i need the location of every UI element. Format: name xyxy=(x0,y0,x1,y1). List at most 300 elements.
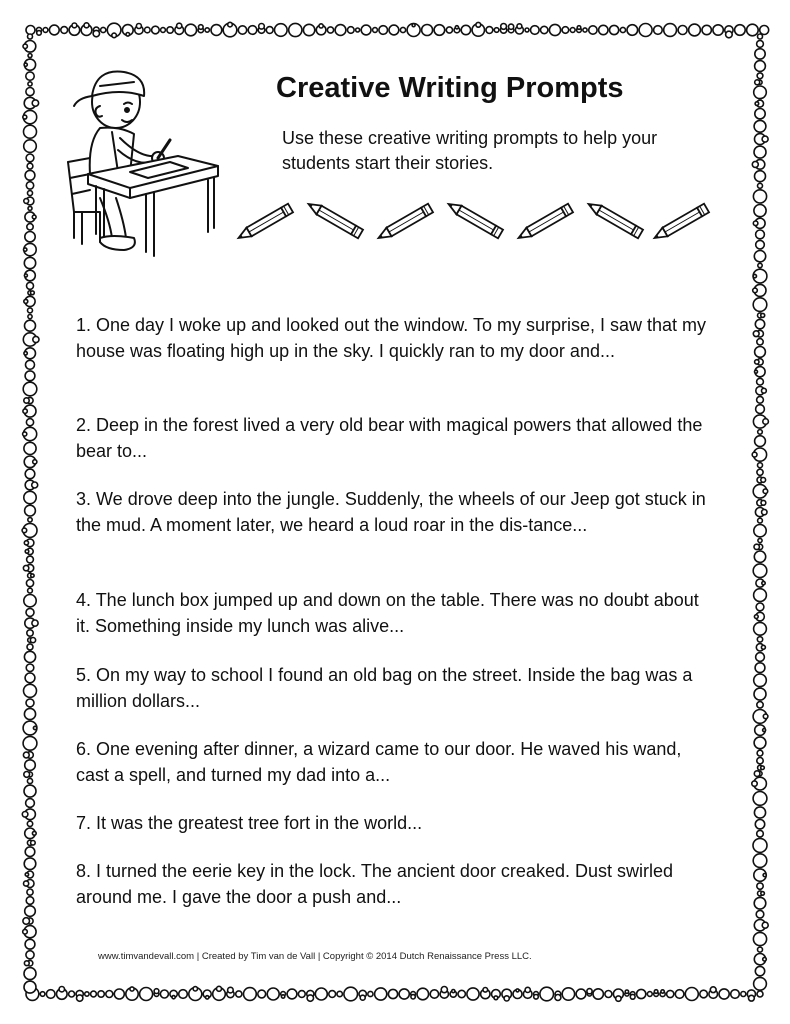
border-doodle xyxy=(455,26,458,29)
border-doodle xyxy=(356,28,360,32)
border-doodle xyxy=(757,883,763,889)
border-doodle xyxy=(757,41,764,48)
intro-text: Use these creative writing prompts to help your students start their stories. xyxy=(282,128,658,173)
border-doodle xyxy=(758,947,763,952)
border-doodle xyxy=(761,313,765,317)
border-doodle xyxy=(752,161,758,167)
border-doodle xyxy=(757,702,763,708)
border-doodle xyxy=(678,26,687,35)
border-doodle xyxy=(25,939,35,949)
border-doodle xyxy=(754,86,767,99)
border-doodle xyxy=(32,620,38,626)
border-doodle xyxy=(562,27,569,34)
border-doodle xyxy=(25,505,36,516)
border-doodle xyxy=(27,556,34,563)
border-doodle xyxy=(761,478,766,483)
border-doodle xyxy=(388,989,397,998)
border-doodle xyxy=(25,873,28,876)
border-doodle xyxy=(27,644,33,650)
border-doodle xyxy=(61,27,68,34)
border-doodle xyxy=(238,26,246,34)
border-doodle xyxy=(46,990,55,999)
border-doodle xyxy=(248,26,257,35)
border-doodle xyxy=(72,23,77,28)
border-doodle xyxy=(757,750,763,756)
border-doodle xyxy=(756,603,764,611)
border-doodle xyxy=(177,23,182,28)
border-doodle xyxy=(25,847,35,857)
border-doodle xyxy=(412,24,415,27)
border-doodle xyxy=(26,664,34,672)
border-doodle xyxy=(757,73,763,79)
border-doodle xyxy=(753,288,758,293)
border-doodle xyxy=(24,708,35,719)
border-doodle xyxy=(275,24,288,37)
border-doodle xyxy=(756,910,764,918)
border-doodle xyxy=(411,995,415,999)
border-doodle xyxy=(315,988,327,1000)
border-doodle xyxy=(24,651,35,662)
border-doodle xyxy=(379,26,388,35)
border-doodle xyxy=(23,115,27,119)
border-doodle xyxy=(755,347,766,358)
border-doodle xyxy=(26,897,34,905)
border-doodle xyxy=(27,282,34,289)
border-doodle xyxy=(486,27,493,34)
border-doodle xyxy=(756,230,765,239)
border-doodle xyxy=(400,27,405,32)
border-doodle xyxy=(476,22,481,27)
border-doodle xyxy=(654,26,663,35)
border-doodle xyxy=(758,430,763,435)
border-doodle xyxy=(28,308,33,313)
border-doodle xyxy=(93,30,99,36)
border-doodle xyxy=(40,992,45,997)
border-doodle xyxy=(26,360,35,369)
border-doodle xyxy=(25,320,36,331)
border-doodle xyxy=(754,897,766,909)
border-doodle xyxy=(24,772,30,778)
border-doodle xyxy=(217,986,222,991)
border-doodle xyxy=(755,49,765,59)
border-doodle xyxy=(700,990,708,998)
border-doodle xyxy=(755,360,759,364)
border-doodle xyxy=(754,674,767,687)
border-doodle xyxy=(755,966,764,975)
border-doodle xyxy=(193,987,197,991)
border-doodle xyxy=(758,518,763,523)
border-doodle xyxy=(754,977,767,990)
border-doodle xyxy=(267,988,279,1000)
border-doodle xyxy=(26,419,33,426)
border-doodle xyxy=(31,841,36,846)
border-doodle xyxy=(757,396,764,403)
border-doodle xyxy=(762,509,767,514)
border-doodle xyxy=(749,995,755,1001)
border-doodle xyxy=(754,771,760,777)
pencil-icon xyxy=(446,200,503,239)
border-doodle xyxy=(23,382,37,396)
border-doodle xyxy=(33,460,37,464)
border-doodle xyxy=(577,26,581,30)
border-doodle xyxy=(616,996,621,1001)
border-doodle xyxy=(741,992,746,997)
border-doodle xyxy=(27,630,33,636)
border-doodle xyxy=(757,378,764,385)
border-doodle xyxy=(25,371,35,381)
border-doodle xyxy=(661,990,664,993)
border-doodle xyxy=(236,991,242,997)
border-doodle xyxy=(161,28,166,33)
border-doodle xyxy=(735,25,746,36)
border-doodle xyxy=(753,854,767,868)
border-doodle xyxy=(763,957,767,961)
border-doodle xyxy=(205,28,209,32)
border-doodle xyxy=(172,996,175,999)
border-doodle xyxy=(32,831,36,835)
border-doodle xyxy=(531,26,540,35)
border-doodle xyxy=(605,991,612,998)
border-doodle xyxy=(702,25,711,34)
border-doodle xyxy=(24,125,37,138)
border-doodle xyxy=(43,28,48,33)
border-doodle xyxy=(22,528,27,533)
border-doodle xyxy=(755,109,765,119)
border-doodle xyxy=(59,987,64,992)
border-doodle xyxy=(24,257,35,268)
border-doodle xyxy=(753,190,766,203)
border-doodle xyxy=(755,171,766,182)
border-doodle xyxy=(28,191,33,196)
border-doodle xyxy=(24,595,36,607)
border-doodle xyxy=(145,27,151,33)
border-doodle xyxy=(30,638,35,643)
border-doodle xyxy=(31,574,34,577)
pencil-icon xyxy=(652,204,709,243)
border-doodle xyxy=(675,990,684,999)
border-doodle xyxy=(540,987,554,1001)
border-doodle xyxy=(23,736,37,750)
border-doodle xyxy=(452,990,455,993)
border-doodle xyxy=(763,729,766,732)
border-doodle xyxy=(639,24,652,37)
border-doodle xyxy=(757,758,763,764)
border-doodle xyxy=(28,34,33,39)
border-doodle xyxy=(24,352,27,355)
border-doodle xyxy=(461,25,470,34)
border-doodle xyxy=(112,33,117,38)
border-doodle xyxy=(25,906,36,917)
border-doodle xyxy=(228,22,233,27)
border-doodle xyxy=(26,608,34,616)
border-doodle xyxy=(24,199,29,204)
border-doodle xyxy=(758,538,762,542)
border-doodle xyxy=(757,830,764,837)
border-doodle xyxy=(763,874,766,877)
border-doodle xyxy=(24,140,37,153)
pencil-icon xyxy=(586,200,643,239)
border-doodle xyxy=(726,31,733,38)
border-doodle xyxy=(24,491,36,503)
border-doodle xyxy=(23,432,27,436)
border-doodle xyxy=(344,987,358,1001)
border-doodle xyxy=(27,778,32,783)
border-doodle xyxy=(754,615,758,619)
border-doodle xyxy=(589,26,597,34)
border-doodle xyxy=(758,463,763,468)
border-doodle xyxy=(211,25,222,36)
border-doodle xyxy=(754,205,766,217)
border-doodle xyxy=(130,987,134,991)
border-doodle xyxy=(281,995,284,998)
border-doodle xyxy=(754,544,759,549)
border-doodle xyxy=(28,588,33,593)
border-doodle xyxy=(576,989,586,999)
border-doodle xyxy=(525,987,530,992)
border-doodle xyxy=(27,163,33,169)
border-doodle xyxy=(26,580,33,587)
border-doodle xyxy=(755,61,766,72)
prompt-item: 6. One evening after dinner, a wizard came to our door. He waved his wand, cast a spell, and turned my dad into a... xyxy=(76,739,682,785)
border-doodle xyxy=(25,469,35,479)
border-doodle xyxy=(757,469,763,475)
border-doodle xyxy=(504,996,509,1001)
border-doodle xyxy=(755,663,765,673)
border-doodle xyxy=(719,989,729,999)
border-doodle xyxy=(23,44,27,48)
border-doodle xyxy=(28,54,32,58)
border-doodle xyxy=(756,405,765,414)
border-doodle xyxy=(26,951,34,959)
border-doodle xyxy=(26,182,33,189)
border-doodle xyxy=(754,251,765,262)
border-doodle xyxy=(494,28,499,33)
border-doodle xyxy=(541,26,548,33)
border-doodle xyxy=(303,24,314,35)
footer-credit: www.timvandevall.com | Created by Tim van de Vall | Copyright © 2014 Dutch Renaissance Press LLC. xyxy=(98,951,532,962)
border-doodle xyxy=(757,637,762,642)
border-doodle xyxy=(33,726,36,729)
page-title: Creative Writing Prompts xyxy=(276,72,624,104)
border-doodle xyxy=(106,991,113,998)
border-doodle xyxy=(32,215,36,219)
border-doodle xyxy=(298,991,305,998)
border-doodle xyxy=(24,299,28,303)
border-doodle xyxy=(28,206,32,210)
border-doodle xyxy=(758,34,763,39)
border-doodle xyxy=(368,991,373,996)
border-doodle xyxy=(84,23,89,28)
border-doodle xyxy=(755,319,764,328)
border-doodle xyxy=(37,31,42,36)
border-doodle xyxy=(755,820,764,829)
border-doodle xyxy=(753,564,767,578)
border-doodle xyxy=(25,673,35,683)
border-doodle xyxy=(22,812,28,818)
border-doodle xyxy=(389,25,399,35)
border-doodle xyxy=(375,988,387,1000)
border-doodle xyxy=(24,785,36,797)
border-doodle xyxy=(446,27,452,33)
border-doodle xyxy=(49,25,59,35)
border-doodle xyxy=(24,968,36,980)
border-doodle xyxy=(494,996,498,1000)
border-doodle xyxy=(483,988,488,993)
border-doodle xyxy=(24,274,27,277)
border-doodle xyxy=(755,102,759,106)
pencil-row xyxy=(232,198,722,244)
border-doodle xyxy=(761,766,765,770)
border-doodle xyxy=(417,988,429,1000)
border-doodle xyxy=(760,26,769,35)
border-doodle xyxy=(467,988,479,1000)
border-doodle xyxy=(763,489,768,494)
border-doodle xyxy=(327,27,333,33)
border-doodle xyxy=(26,88,34,96)
border-doodle xyxy=(28,315,32,319)
border-doodle xyxy=(501,24,507,30)
border-doodle xyxy=(24,961,29,966)
border-doodle xyxy=(244,988,257,1001)
border-doodle xyxy=(752,452,757,457)
border-doodle xyxy=(26,26,35,35)
border-doodle xyxy=(756,240,765,249)
border-doodle xyxy=(24,63,27,66)
border-doodle xyxy=(630,994,635,999)
border-doodle xyxy=(754,551,765,562)
border-doodle xyxy=(85,992,89,996)
border-doodle xyxy=(517,24,522,29)
border-doodle xyxy=(763,714,768,719)
border-doodle xyxy=(754,737,766,749)
border-doodle xyxy=(206,996,209,999)
border-doodle xyxy=(259,24,265,30)
border-doodle xyxy=(160,990,168,998)
border-doodle xyxy=(25,170,35,180)
border-doodle xyxy=(26,154,34,162)
child-writing-at-desk-icon xyxy=(60,62,226,258)
border-doodle xyxy=(754,622,767,635)
border-doodle xyxy=(549,24,560,35)
border-doodle xyxy=(710,987,716,993)
border-doodle xyxy=(758,183,763,188)
border-doodle xyxy=(587,989,592,994)
border-doodle xyxy=(28,82,32,86)
border-doodle xyxy=(654,990,658,994)
border-doodle xyxy=(24,442,36,454)
border-doodle xyxy=(27,889,33,895)
border-doodle xyxy=(753,838,767,852)
border-doodle xyxy=(27,224,33,230)
border-doodle xyxy=(373,28,378,33)
border-doodle xyxy=(24,248,27,251)
border-doodle xyxy=(24,541,28,545)
prompt-item: 7. It was the greatest tree fort in the world... xyxy=(76,813,423,833)
border-doodle xyxy=(32,100,38,106)
border-doodle xyxy=(126,33,130,37)
border-doodle xyxy=(747,24,759,36)
prompt-item: 1. One day I woke up and looked out the window. To my surprise, I saw that my house was floating high up in the sky. I quickly ran to my door and... xyxy=(76,315,706,361)
border-doodle xyxy=(25,760,36,771)
border-doodle xyxy=(23,918,30,925)
border-doodle xyxy=(758,263,762,267)
border-doodle xyxy=(762,388,767,393)
border-doodle xyxy=(441,987,447,993)
pencil-icon xyxy=(236,204,293,243)
border-doodle xyxy=(140,988,153,1001)
border-doodle xyxy=(23,565,28,570)
border-doodle xyxy=(335,25,346,36)
border-doodle xyxy=(199,25,204,30)
border-doodle xyxy=(731,990,740,999)
border-doodle xyxy=(23,752,29,758)
border-doodle xyxy=(266,27,273,34)
border-doodle xyxy=(154,989,159,994)
border-doodle xyxy=(757,339,763,345)
border-doodle xyxy=(24,858,36,870)
border-doodle xyxy=(555,995,561,1001)
border-doodle xyxy=(753,331,759,337)
border-doodle xyxy=(348,27,355,34)
border-doodle xyxy=(620,27,625,32)
border-doodle xyxy=(33,336,39,342)
border-doodle xyxy=(23,929,28,934)
border-doodle xyxy=(762,136,768,142)
border-doodle xyxy=(360,995,365,1000)
border-doodle xyxy=(337,991,342,996)
border-doodle xyxy=(664,24,677,37)
border-doodle xyxy=(762,922,768,928)
border-doodle xyxy=(599,25,608,34)
border-doodle xyxy=(24,684,37,697)
border-doodle xyxy=(647,992,652,997)
border-doodle xyxy=(258,990,266,998)
border-doodle xyxy=(756,653,765,662)
pencil-icon xyxy=(376,204,433,243)
border-doodle xyxy=(610,25,619,34)
border-doodle xyxy=(755,80,760,85)
border-doodle xyxy=(26,699,34,707)
border-doodle xyxy=(761,892,765,896)
border-doodle xyxy=(27,821,32,826)
border-doodle xyxy=(713,25,723,35)
border-doodle xyxy=(667,990,674,997)
prompt-item: 4. The lunch box jumped up and down on the table. There was no doubt about it. Something inside my lunch was alive... xyxy=(76,590,699,636)
border-doodle xyxy=(361,25,371,35)
pencil-icon xyxy=(516,204,573,243)
border-doodle xyxy=(152,26,160,34)
border-doodle xyxy=(319,24,323,28)
border-doodle xyxy=(637,989,646,998)
border-doodle xyxy=(757,991,763,997)
border-doodle xyxy=(593,989,603,999)
border-doodle xyxy=(23,409,27,413)
border-doodle xyxy=(329,991,336,998)
border-doodle xyxy=(753,298,767,312)
border-doodle xyxy=(570,28,575,33)
border-doodle xyxy=(509,24,514,29)
border-doodle xyxy=(516,989,519,992)
border-doodle xyxy=(525,28,529,32)
border-doodle xyxy=(753,274,756,277)
border-doodle xyxy=(24,981,36,993)
border-doodle xyxy=(754,807,765,818)
border-doodle xyxy=(761,645,765,649)
border-doodle xyxy=(101,27,106,32)
border-doodle xyxy=(289,23,302,36)
border-doodle xyxy=(753,932,766,945)
border-doodle xyxy=(136,24,141,29)
